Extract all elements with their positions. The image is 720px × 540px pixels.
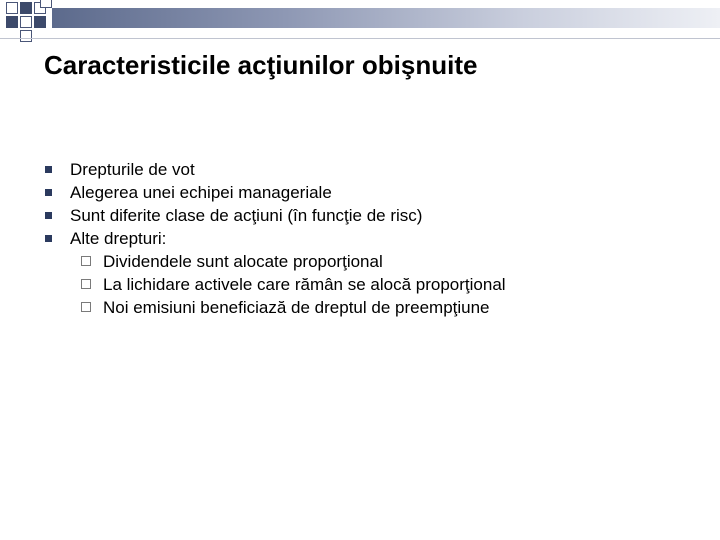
bullet-item bbox=[45, 158, 685, 181]
sub-bullet-text: Noi emisiuni beneficiază de dreptul de preempţiune bbox=[103, 298, 490, 317]
gradient-bar bbox=[52, 8, 720, 28]
title-divider bbox=[0, 38, 720, 39]
bullet-item bbox=[45, 181, 685, 204]
bullet-item bbox=[45, 204, 685, 227]
hollow-square-bullet-icon bbox=[81, 279, 91, 289]
sub-bullet-text: La lichidare activele care rămân se alocă proporţional bbox=[103, 275, 506, 294]
bullet-list bbox=[45, 158, 685, 319]
bullet-text: Alte drepturi: bbox=[70, 229, 167, 248]
sub-bullet-text: Dividendele sunt alocate proporţional bbox=[103, 252, 383, 271]
decorative-header-band bbox=[0, 0, 720, 42]
decor-square-icon bbox=[20, 30, 32, 42]
decor-square-icon bbox=[6, 2, 18, 14]
square-bullet-icon bbox=[45, 212, 52, 219]
hollow-square-bullet-icon bbox=[81, 302, 91, 312]
sub-bullet-item bbox=[70, 250, 685, 273]
sub-bullet-item bbox=[70, 273, 685, 296]
square-bullet-icon bbox=[45, 235, 52, 242]
sub-bullet-list bbox=[70, 250, 685, 319]
slide-title: Caracteristicile acţiunilor obişnuite bbox=[44, 50, 478, 80]
sub-bullet-item bbox=[70, 296, 685, 319]
bullet-item bbox=[45, 227, 685, 319]
square-bullet-icon bbox=[45, 166, 52, 173]
decor-square-icon bbox=[20, 16, 32, 28]
decor-square-icon bbox=[34, 16, 46, 28]
decor-square-icon bbox=[6, 16, 18, 28]
decor-square-icon bbox=[20, 2, 32, 14]
square-bullet-icon bbox=[45, 189, 52, 196]
bullet-text: Sunt diferite clase de acţiuni (în funcţie de risc) bbox=[70, 206, 423, 225]
hollow-square-bullet-icon bbox=[81, 256, 91, 266]
bullet-text: Drepturile de vot bbox=[70, 160, 195, 179]
decor-square-icon bbox=[40, 0, 52, 8]
bullet-text: Alegerea unei echipei manageriale bbox=[70, 183, 332, 202]
